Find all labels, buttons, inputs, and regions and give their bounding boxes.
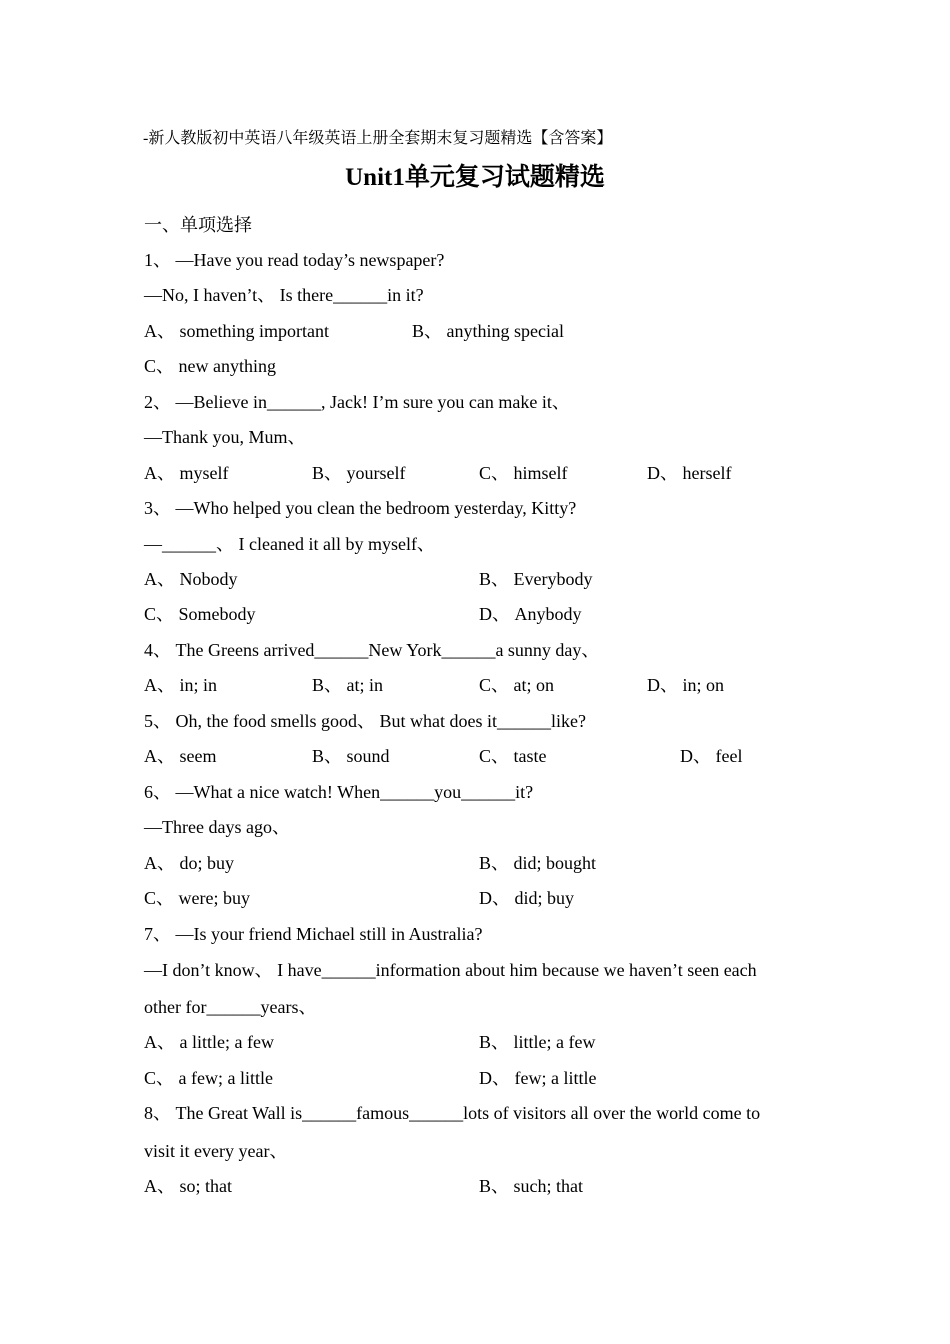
question-3-option-c: C、 Somebody bbox=[144, 604, 256, 624]
document-header: -新人教版初中英语八年级英语上册全套期末复习题精选【含答案】 bbox=[143, 130, 613, 147]
question-8-option-a: A、 so; that bbox=[144, 1176, 232, 1196]
question-7-option-d: D、 few; a little bbox=[479, 1068, 597, 1088]
question-7-option-b: B、 little; a few bbox=[479, 1032, 596, 1052]
question-1-option-a: A、 something important bbox=[144, 321, 329, 341]
question-8-option-b: B、 such; that bbox=[479, 1176, 583, 1196]
question-5-option-a: A、 seem bbox=[144, 746, 217, 766]
question-3-option-d: D、 Anybody bbox=[479, 604, 582, 624]
question-4-option-a: A、 in; in bbox=[144, 675, 218, 695]
question-5-option-d: D、 feel bbox=[680, 746, 743, 766]
question-7-option-c: C、 a few; a little bbox=[144, 1068, 273, 1088]
question-6-option-d: D、 did; buy bbox=[479, 888, 575, 908]
question-4-stem: 4、 The Greens arrived______New York______a sunny day、 bbox=[144, 640, 600, 660]
page-title: Unit1单元复习试题精选 bbox=[345, 164, 605, 191]
question-7-option-a: A、 a little; a few bbox=[144, 1032, 274, 1052]
question-3-option-b: B、 Everybody bbox=[479, 569, 593, 589]
section-heading: 一、单项选择 bbox=[144, 215, 252, 235]
question-3-stem: —______、 I cleaned it all by myself、 bbox=[144, 534, 435, 554]
question-6-stem: —Three days ago、 bbox=[144, 817, 290, 837]
question-8-stem: visit it every year、 bbox=[144, 1141, 288, 1161]
question-7-stem: 7、 —Is your friend Michael still in Australia? bbox=[144, 924, 483, 944]
question-2-stem: 2、 —Believe in______, Jack! I’m sure you can make it、 bbox=[144, 392, 570, 412]
question-4-option-c: C、 at; on bbox=[479, 675, 554, 695]
question-6-stem: 6、 —What a nice watch! When______you______it? bbox=[144, 782, 534, 802]
question-2-option-b: B、 yourself bbox=[312, 463, 406, 483]
question-5-stem: 5、 Oh, the food smells good、 But what does it______like? bbox=[144, 711, 586, 731]
question-6-option-a: A、 do; buy bbox=[144, 853, 234, 873]
question-2-option-a: A、 myself bbox=[144, 463, 229, 483]
question-7-stem: —I don’t know、 I have______information about him because we haven’t seen each bbox=[144, 960, 757, 980]
question-4-option-d: D、 in; on bbox=[647, 675, 725, 695]
question-7-stem: other for______years、 bbox=[144, 997, 317, 1017]
question-6-option-c: C、 were; buy bbox=[144, 888, 250, 908]
question-2-option-c: C、 himself bbox=[479, 463, 568, 483]
question-3-stem: 3、 —Who helped you clean the bedroom yesterday, Kitty? bbox=[144, 498, 577, 518]
question-8-stem: 8、 The Great Wall is______famous______lots of visitors all over the world come to bbox=[144, 1103, 761, 1123]
question-2-stem: —Thank you, Mum、 bbox=[144, 427, 306, 447]
question-2-option-d: D、 herself bbox=[647, 463, 732, 483]
question-6-option-b: B、 did; bought bbox=[479, 853, 597, 873]
question-1-option-c: C、 new anything bbox=[144, 356, 276, 376]
question-1-option-b: B、 anything special bbox=[412, 321, 564, 341]
question-5-option-b: B、 sound bbox=[312, 746, 390, 766]
question-3-option-a: A、 Nobody bbox=[144, 569, 238, 589]
question-4-option-b: B、 at; in bbox=[312, 675, 383, 695]
question-1-stem: —No, I haven’t、 Is there______in it? bbox=[144, 285, 424, 305]
question-5-option-c: C、 taste bbox=[479, 746, 547, 766]
question-1-stem: 1、 —Have you read today’s newspaper? bbox=[144, 250, 445, 270]
